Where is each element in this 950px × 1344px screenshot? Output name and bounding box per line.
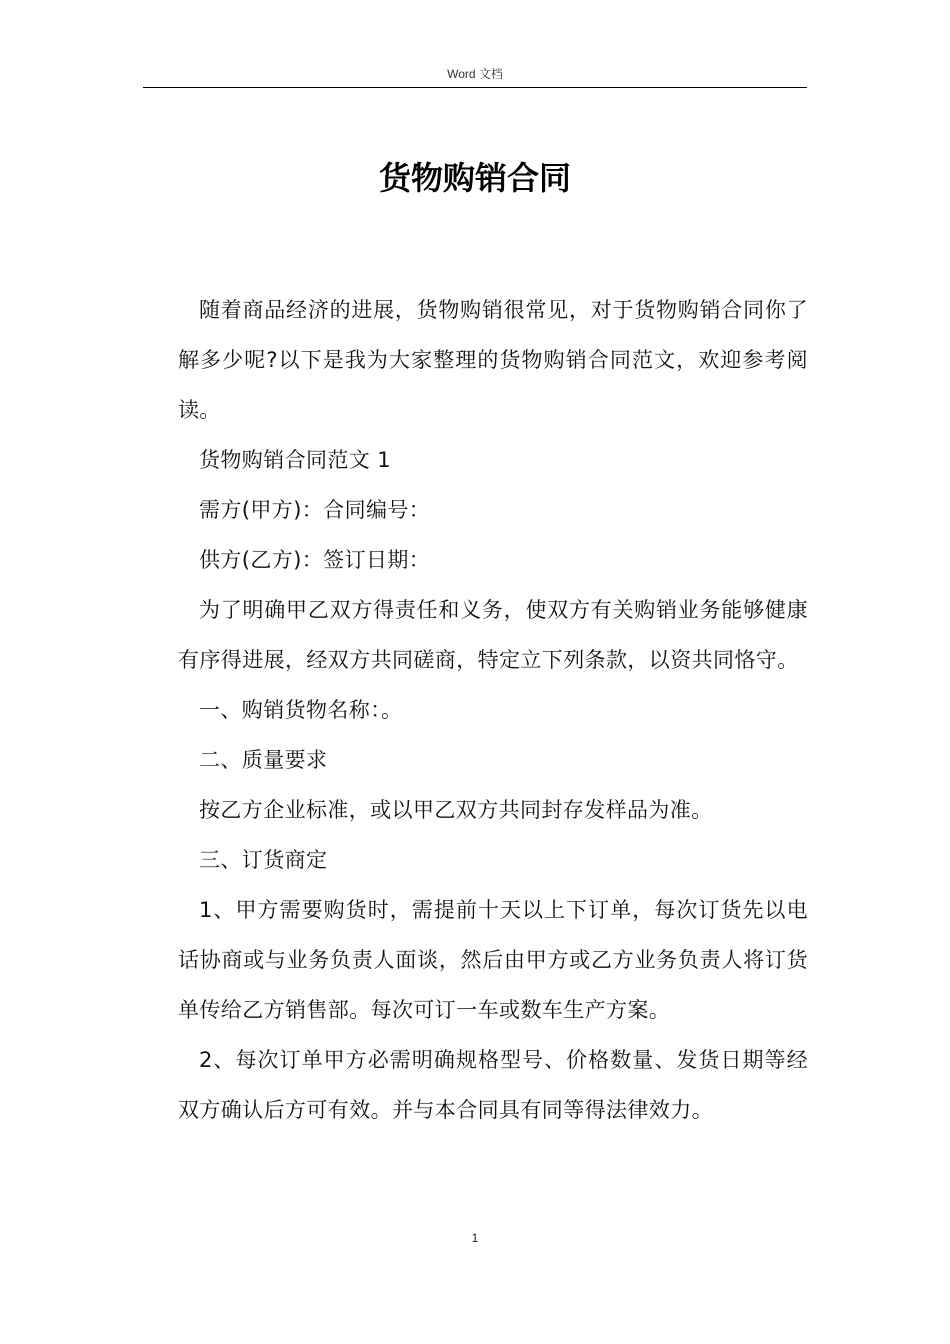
document-title: 货物购销合同 (378, 159, 571, 197)
clause-goods-name: 一、购销货物名称：。 (199, 698, 403, 722)
header-divider (143, 87, 807, 88)
intro-paragraph: 随着商品经济的进展，货物购销很常见，对于货物购销合同你了解多少呢?以下是我为大家整理的货物购销合同范文，欢迎参考阅读。 (178, 298, 808, 422)
document-body (178, 285, 808, 1135)
clause-quality-text: 按乙方企业标准，或以甲乙双方共同封存发样品为准。 (199, 798, 713, 822)
buyer-line: 需方(甲方)：合同编号： (199, 498, 431, 522)
page-number: 1 (471, 1231, 479, 1245)
page-header: Word 文档 (447, 67, 503, 81)
clause-quality-heading: 二、质量要求 (199, 748, 328, 772)
preamble-paragraph: 为了明确甲乙双方得责任和义务，使双方有关购销业务能够健康有序得进展，经双方共同磋商，特定立下列条款，以资共同恪守。 (178, 598, 808, 672)
supplier-line: 供方(乙方)：签订日期： (199, 548, 431, 572)
clause-ordering-heading: 三、订货商定 (199, 848, 328, 872)
clause-ordering-item-1: 1、甲方需要购货时，需提前十天以上下订单，每次订货先以电话协商或与业务负责人面谈，然后由甲方或乙方业务负责人将订货单传给乙方销售部。每次可订一车或数车生产方案。 (178, 898, 808, 1022)
section-heading: 货物购销合同范文 1 (199, 448, 392, 472)
clause-ordering-item-2: 2、每次订单甲方必需明确规格型号、价格数量、发货日期等经双方确认后方可有效。并与本合同具有同等得法律效力。 (178, 1048, 808, 1122)
